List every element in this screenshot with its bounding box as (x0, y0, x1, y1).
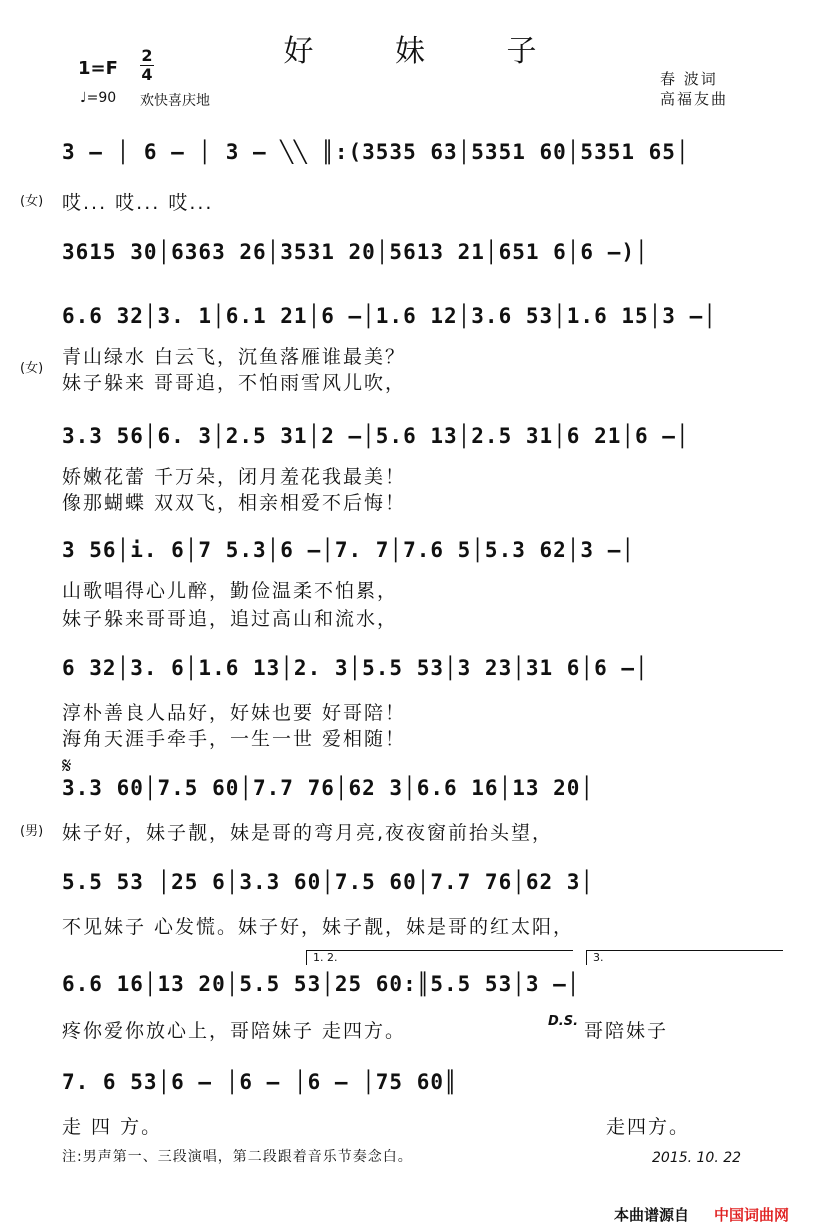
score-date: 2015. 10. 22 (652, 1150, 742, 1166)
jianpu-notes: 3.3 60│7.5 60│7.7 76│62 3│6.6 16│13 20│ (62, 776, 595, 800)
source-site-link[interactable]: 中国词曲网 (714, 1206, 790, 1224)
lyric-line-intro: 哎... 哎... 哎... (62, 192, 214, 214)
segno-sign: 𝄋 (62, 754, 72, 779)
score-row-7 (62, 776, 782, 820)
performance-note: 注:男声第一、三段演唱，第二段跟着音乐节奏念白。 (62, 1149, 413, 1165)
male-role-label: (男) (20, 824, 44, 839)
lyric-line-m3: 疼你爱你放心上，哥陪妹子 走四方。 (62, 1020, 407, 1042)
jianpu-notes: 3.3 56│6. 3│2.5 31│2 –│5.6 13│2.5 31│6 21│6 –│ (62, 424, 690, 448)
score-row-1 (62, 140, 782, 184)
score-row-8 (62, 870, 782, 914)
volta-bracket-1: 1. 2. (306, 950, 573, 965)
lyric-line-m3b: 哥陪妹子 (584, 1020, 669, 1042)
meter-top: 2 (141, 46, 153, 65)
female-role-label: (女) (20, 194, 44, 209)
lyric-line-v2a: 娇嫩花蕾 千万朵，闭月羞花我最美！ (62, 466, 407, 488)
source-label: 本曲谱源自 (614, 1206, 690, 1224)
score-row-6 (62, 656, 782, 700)
jianpu-notes: 6.6 16│13 20│5.5 53│25 60:║5.5 53│3 –│ (62, 972, 581, 996)
female-role-label: (女) (20, 361, 44, 376)
lyric-line-v1b: 妹子躲来 哥哥追，不怕雨雪风儿吹， (62, 372, 407, 394)
jianpu-notes: 7. 6 53│6 – │6 – │6 – │75 60║ (62, 1070, 458, 1094)
tempo-mark: ♩=90 (80, 90, 117, 106)
jianpu-notes: 3 56│i. 6│7 5.3│6 –│7. 7│7.6 5│5.3 62│3 –│ (62, 538, 636, 562)
volta-bracket-2: 3. (586, 950, 783, 965)
lyric-line-v3a: 山歌唱得心儿醉，勤俭温柔不怕累， (62, 580, 399, 602)
dal-segno-mark: D.S. (548, 1014, 579, 1029)
jianpu-notes: 3 – │ 6 – │ 3 – ╲╲ ║:(3535 63│5351 60│5351 65│ (62, 140, 690, 164)
lyric-line-m1: 妹子好，妹子靓，妹是哥的弯月亮,夜夜窗前抬头望， (62, 822, 554, 844)
key-signature: 1=F (78, 58, 118, 79)
lyric-line-m2: 不见妹子 心发慌。妹子好，妹子靓，妹是哥的红太阳， (62, 916, 575, 938)
composer-credit: 高福友曲 (660, 90, 729, 108)
expression-mark: 欢快喜庆地 (140, 93, 210, 109)
lyric-line-v4b: 海角天涯手牵手，一生一世 爱相随！ (62, 728, 407, 750)
jianpu-notes: 6.6 32│3. 1│6.1 21│6 –│1.6 12│3.6 53│1.6 15│3 –│ (62, 304, 717, 328)
lyric-line-v4a: 淳朴善良人品好，好妹也要 好哥陪！ (62, 702, 407, 724)
score-row-9 (62, 972, 782, 1016)
jianpu-notes: 3615 30│6363 26│3531 20│5613 21│651 6│6 –)│ (62, 240, 649, 264)
lyric-line-v3b: 妹子躲来哥哥追，追过高山和流水， (62, 608, 399, 630)
lyric-line-v1a: 青山绿水 白云飞，沉鱼落雁谁最美？ (62, 346, 407, 368)
lyric-line-v2b: 像那蝴蝶 双双飞，相亲相爱不后悔！ (62, 492, 407, 514)
meter-bottom: 4 (141, 65, 153, 84)
score-row-10 (62, 1070, 782, 1114)
score-row-2 (62, 240, 782, 284)
lyric-line-m4b: 走四方。 (606, 1116, 691, 1138)
jianpu-notes: 5.5 53 │25 6│3.3 60│7.5 60│7.7 76│62 3│ (62, 870, 595, 894)
lyricist-credit: 春 波词 (660, 70, 718, 88)
lyric-line-m4: 走 四 方。 (62, 1116, 163, 1138)
time-signature (140, 48, 154, 83)
jianpu-notes: 6 32│3. 6│1.6 13│2. 3│5.5 53│3 23│31 6│6 –│ (62, 656, 649, 680)
song-title: 好 妹 子 (283, 34, 573, 69)
